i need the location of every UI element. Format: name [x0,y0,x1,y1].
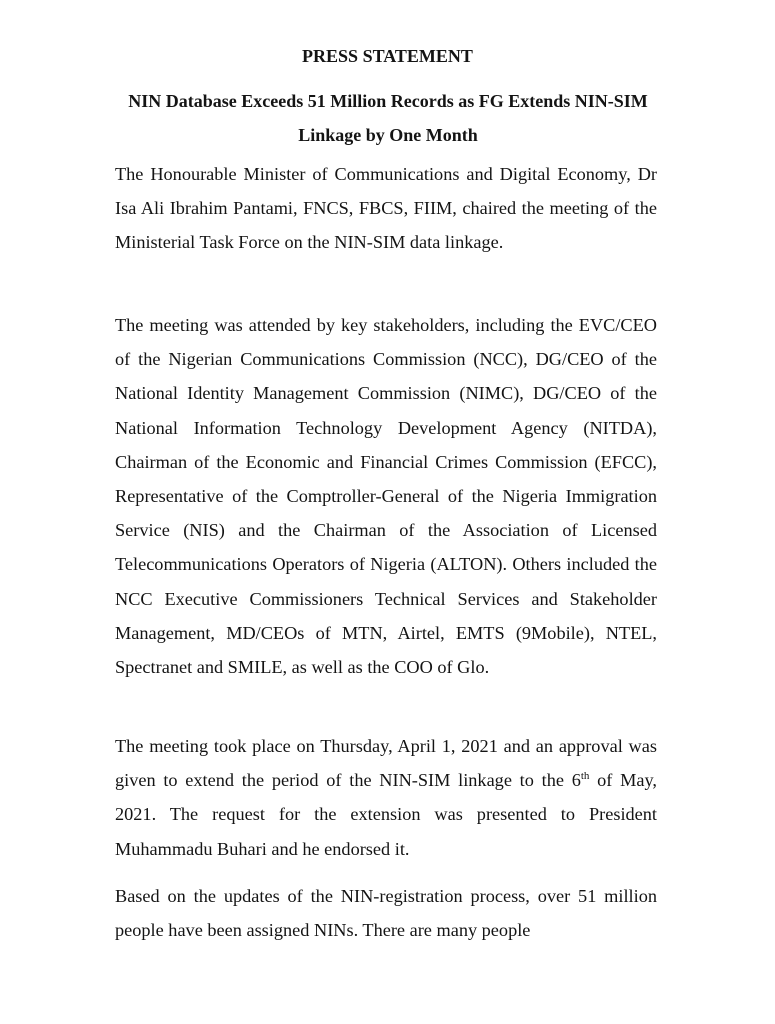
paragraph-extension-part2: of May, 2021. The request for the extension was presented to President Muhammadu Buhari and he endorsed it. [115,770,657,859]
document-title: NIN Database Exceeds 51 Million Records as FG Extends NIN-SIM Linkage by One Month [128,91,648,145]
paragraph-nin-updates: Based on the updates of the NIN-registration process, over 51 million people have been assigned NINs. There are many people [115,886,657,941]
paragraph-extension-part1: The meeting took place on Thursday, April 1, 2021 and an approval was given to extend the period of the NIN-SIM linkage to the 6 [115,736,657,791]
paragraph-extension [115,729,657,866]
ordinal-suffix: th [580,770,590,783]
paragraph-attendees: The meeting was attended by key stakeholders, including the EVC/CEO of the Nigerian Communications Commission (NCC), DG/CEO of the National Identity Management Commission (NIMC), DG/CEO of the National Information Technology Development Agency (NITDA), Chairman of the Economic and Financial Crimes Commission (EFCC), Representative of the Comptroller-General of the Nigeria Immigration Service (NIS) and the Chairman of the Association of Licensed Telecommunications Operators of Nigeria (ALTON). Others included the NCC Executive Commissioners Technical Services and Stakeholder Management, MD/CEOs of MTN, Airtel, EMTS (9Mobile), NTEL, Spectranet and SMILE, as well as the COO of Glo. [115,315,657,678]
paragraph-meeting-chair: The Honourable Minister of Communications and Digital Economy, Dr Isa Ali Ibrahim Pantami, FNCS, FBCS, FIIM, chaired the meeting of the Ministerial Task Force on the NIN-SIM data linkage. [115,164,657,253]
document-label: PRESS STATEMENT [302,46,473,66]
